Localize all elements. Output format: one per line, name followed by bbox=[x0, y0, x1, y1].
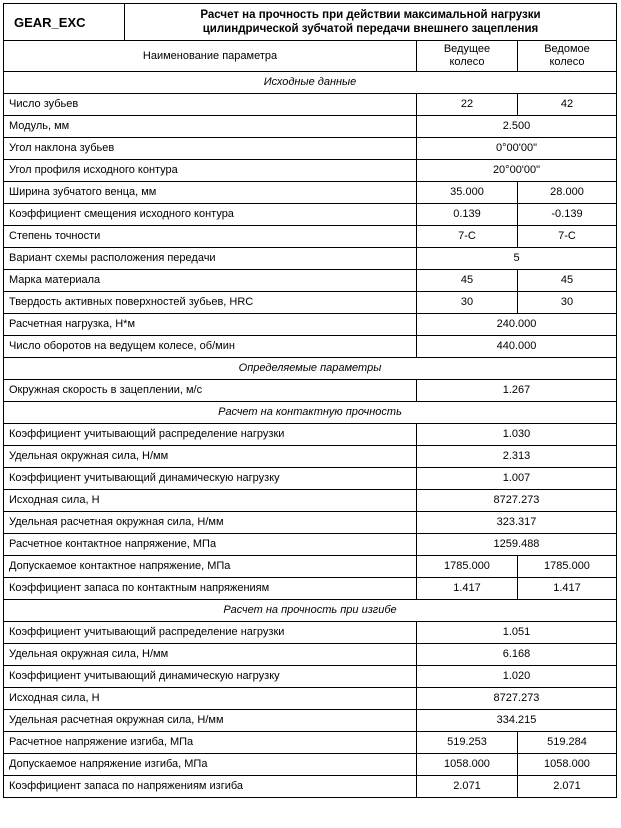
parameter-row bbox=[4, 116, 617, 138]
parameter-row bbox=[4, 578, 617, 600]
parameter-value-driving: 22 bbox=[417, 94, 518, 116]
parameter-row bbox=[4, 710, 617, 732]
parameter-value-driving: 2.071 bbox=[417, 776, 518, 798]
parameter-name: Вариант схемы расположения передачи bbox=[4, 248, 417, 270]
parameter-name: Расчетное контактное напряжение, МПа bbox=[4, 534, 417, 556]
parameter-value-driven: 42 bbox=[518, 94, 617, 116]
parameter-value-common: 8727.273 bbox=[417, 688, 617, 710]
parameter-row bbox=[4, 138, 617, 160]
parameter-name: Расчетная нагрузка, Н*м bbox=[4, 314, 417, 336]
parameter-row bbox=[4, 468, 617, 490]
parameter-name: Коэффициент запаса по контактным напряжениям bbox=[4, 578, 417, 600]
section-header: Расчет на прочность при изгибе bbox=[4, 600, 617, 622]
column-header-driving-line-2: колесо bbox=[449, 56, 485, 68]
parameter-value-common: 1.030 bbox=[417, 424, 617, 446]
parameter-name: Коэффициент учитывающий распределение нагрузки bbox=[4, 622, 417, 644]
report-code: GEAR_EXC bbox=[4, 4, 125, 41]
parameter-value-common: 323.317 bbox=[417, 512, 617, 534]
parameter-value-common: 240.000 bbox=[417, 314, 617, 336]
parameter-name: Допускаемое напряжение изгиба, МПа bbox=[4, 754, 417, 776]
parameter-name: Допускаемое контактное напряжение, МПа bbox=[4, 556, 417, 578]
parameter-value-common: 440.000 bbox=[417, 336, 617, 358]
parameter-row bbox=[4, 248, 617, 270]
parameter-name: Твердость активных поверхностей зубьев, HRC bbox=[4, 292, 417, 314]
parameter-row bbox=[4, 688, 617, 710]
column-header-row bbox=[4, 41, 617, 72]
parameter-name: Марка материала bbox=[4, 270, 417, 292]
parameter-value-driving: 35.000 bbox=[417, 182, 518, 204]
parameter-row bbox=[4, 490, 617, 512]
parameter-row bbox=[4, 160, 617, 182]
parameter-value-driving: 1.417 bbox=[417, 578, 518, 600]
parameter-row bbox=[4, 446, 617, 468]
parameter-value-driving: 519.253 bbox=[417, 732, 518, 754]
parameter-value-driven: 28.000 bbox=[518, 182, 617, 204]
parameter-name: Исходная сила, Н bbox=[4, 688, 417, 710]
report-title-line-2: цилиндрической зубчатой передачи внешнего зацепления bbox=[202, 23, 539, 35]
parameter-value-driven: 30 bbox=[518, 292, 617, 314]
parameter-value-driven: 7-С bbox=[518, 226, 617, 248]
parameter-value-common: 1.267 bbox=[417, 380, 617, 402]
parameter-name: Расчетное напряжение изгиба, МПа bbox=[4, 732, 417, 754]
parameter-name: Коэффициент запаса по напряжениям изгиба bbox=[4, 776, 417, 798]
report-title-line-1: Расчет на прочность при действии максимальной нагрузки bbox=[200, 9, 541, 21]
report-header bbox=[4, 4, 617, 41]
parameter-row bbox=[4, 314, 617, 336]
parameter-name: Коэффициент учитывающий динамическую нагрузку bbox=[4, 666, 417, 688]
parameter-row bbox=[4, 534, 617, 556]
column-header-driven-line-2: колесо bbox=[549, 56, 585, 68]
column-header-driving bbox=[417, 41, 518, 72]
section-header-row bbox=[4, 600, 617, 622]
parameter-row bbox=[4, 732, 617, 754]
parameter-name: Число оборотов на ведущем колесе, об/мин bbox=[4, 336, 417, 358]
parameter-row bbox=[4, 292, 617, 314]
parameter-value-driving: 45 bbox=[417, 270, 518, 292]
parameter-row bbox=[4, 182, 617, 204]
parameter-row bbox=[4, 226, 617, 248]
parameter-row bbox=[4, 204, 617, 226]
parameter-row bbox=[4, 556, 617, 578]
document bbox=[3, 3, 616, 798]
section-header-row bbox=[4, 358, 617, 380]
parameter-row bbox=[4, 666, 617, 688]
parameter-value-common: 2.500 bbox=[417, 116, 617, 138]
parameter-value-driving: 1058.000 bbox=[417, 754, 518, 776]
parameter-name: Коэффициент учитывающий распределение нагрузки bbox=[4, 424, 417, 446]
parameter-name: Ширина зубчатого венца, мм bbox=[4, 182, 417, 204]
parameter-row bbox=[4, 754, 617, 776]
parameter-value-common: 6.168 bbox=[417, 644, 617, 666]
parameter-name: Окружная скорость в зацеплении, м/с bbox=[4, 380, 417, 402]
parameter-row bbox=[4, 644, 617, 666]
parameter-row bbox=[4, 270, 617, 292]
column-header-driven bbox=[518, 41, 617, 72]
section-header: Расчет на контактную прочность bbox=[4, 402, 617, 424]
section-header: Исходные данные bbox=[4, 72, 617, 94]
parameter-value-common: 1.020 bbox=[417, 666, 617, 688]
parameter-name: Коэффициент учитывающий динамическую нагрузку bbox=[4, 468, 417, 490]
parameter-value-driven: -0.139 bbox=[518, 204, 617, 226]
parameter-value-common: 1259.488 bbox=[417, 534, 617, 556]
parameter-value-driving: 7-С bbox=[417, 226, 518, 248]
parameter-value-driving: 0.139 bbox=[417, 204, 518, 226]
parameter-row bbox=[4, 94, 617, 116]
parameter-name: Модуль, мм bbox=[4, 116, 417, 138]
parameter-row bbox=[4, 424, 617, 446]
section-header: Определяемые параметры bbox=[4, 358, 617, 380]
parameter-row bbox=[4, 776, 617, 798]
parameter-name: Удельная окружная сила, Н/мм bbox=[4, 644, 417, 666]
parameter-name: Удельная расчетная окружная сила, Н/мм bbox=[4, 710, 417, 732]
parameter-value-common: 2.313 bbox=[417, 446, 617, 468]
parameter-name: Коэффициент смещения исходного контура bbox=[4, 204, 417, 226]
parameter-row bbox=[4, 336, 617, 358]
section-header-row bbox=[4, 402, 617, 424]
parameter-value-common: 20°00'00" bbox=[417, 160, 617, 182]
report-title bbox=[125, 4, 617, 41]
parameter-value-common: 1.007 bbox=[417, 468, 617, 490]
parameter-row bbox=[4, 622, 617, 644]
parameter-name: Угол профиля исходного контура bbox=[4, 160, 417, 182]
column-header-driven-line-1: Ведомое bbox=[544, 43, 590, 55]
parameter-value-driven: 519.284 bbox=[518, 732, 617, 754]
parameter-name: Угол наклона зубьев bbox=[4, 138, 417, 160]
column-header-name: Наименование параметра bbox=[4, 41, 417, 72]
parameter-name: Исходная сила, Н bbox=[4, 490, 417, 512]
parameter-value-common: 8727.273 bbox=[417, 490, 617, 512]
parameter-value-driven: 1.417 bbox=[518, 578, 617, 600]
parameter-row bbox=[4, 380, 617, 402]
section-header-row bbox=[4, 72, 617, 94]
parameter-name: Удельная расчетная окружная сила, Н/мм bbox=[4, 512, 417, 534]
parameter-value-driving: 1785.000 bbox=[417, 556, 518, 578]
parameter-value-driven: 1785.000 bbox=[518, 556, 617, 578]
parameter-value-driven: 1058.000 bbox=[518, 754, 617, 776]
parameter-value-common: 5 bbox=[417, 248, 617, 270]
parameter-name: Удельная окружная сила, Н/мм bbox=[4, 446, 417, 468]
parameter-name: Число зубьев bbox=[4, 94, 417, 116]
parameter-row bbox=[4, 512, 617, 534]
parameter-value-common: 334.215 bbox=[417, 710, 617, 732]
column-header-driving-line-1: Ведущее bbox=[443, 43, 491, 55]
parameter-name: Степень точности bbox=[4, 226, 417, 248]
parameter-value-driven: 2.071 bbox=[518, 776, 617, 798]
parameter-value-driving: 30 bbox=[417, 292, 518, 314]
parameter-value-driven: 45 bbox=[518, 270, 617, 292]
parameter-value-common: 1.051 bbox=[417, 622, 617, 644]
report-table bbox=[3, 3, 617, 798]
parameter-value-common: 0°00'00" bbox=[417, 138, 617, 160]
